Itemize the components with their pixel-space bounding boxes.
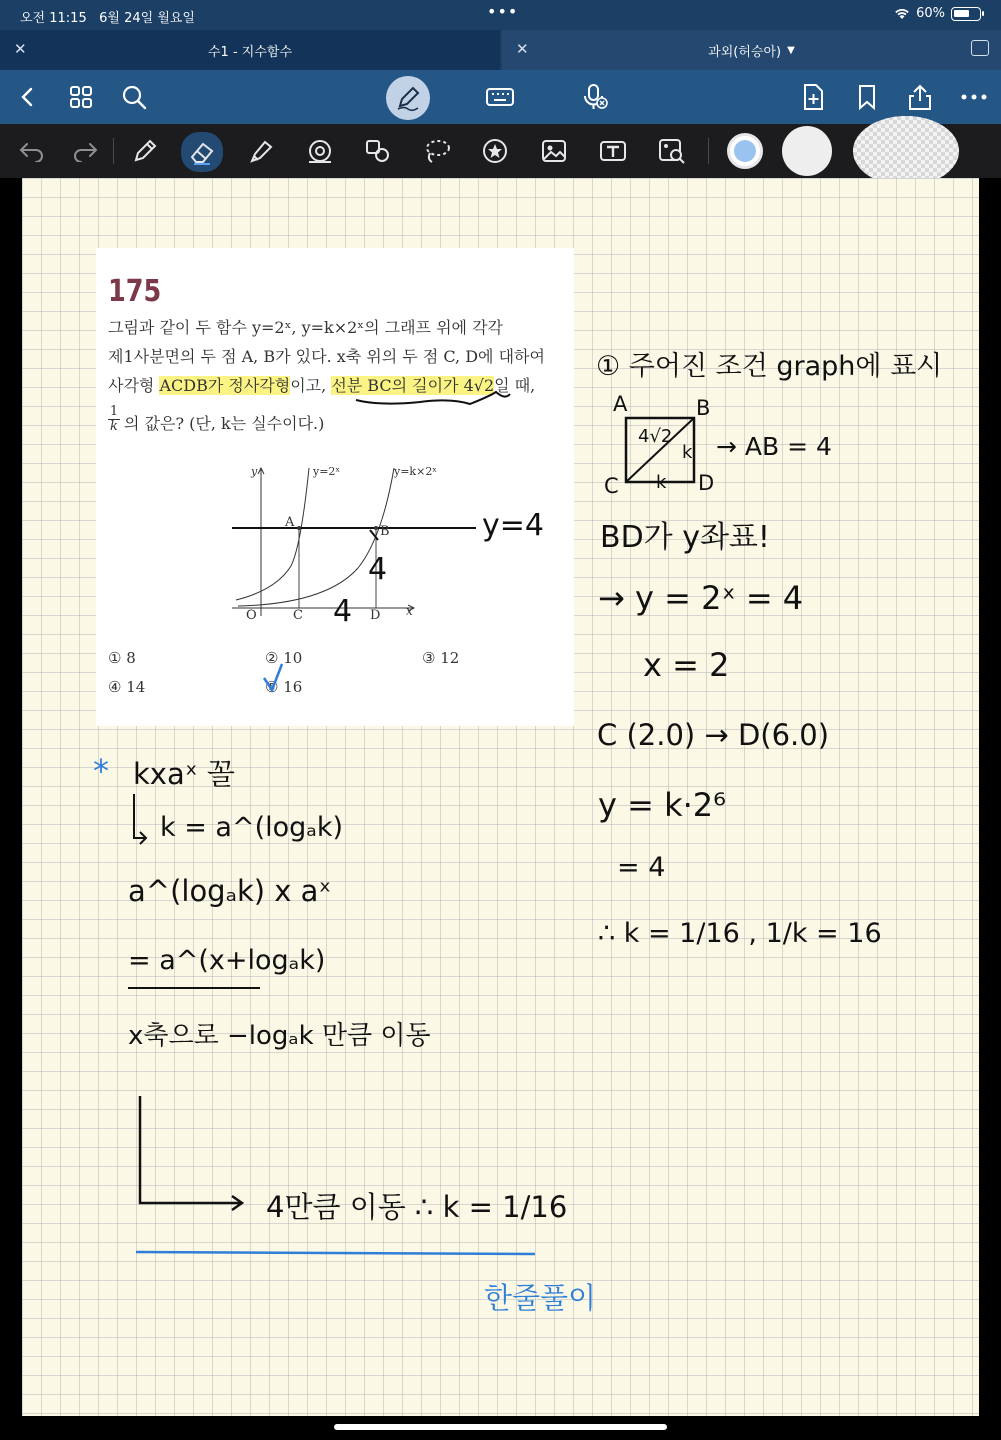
note-l7: 한줄풀이 — [484, 1281, 597, 1315]
multitask-dots[interactable]: ••• — [487, 2, 519, 21]
problem-number: 175 — [108, 274, 162, 309]
note-star: * — [93, 752, 109, 790]
problem-line-2: 제1사분면의 두 점 A, B가 있다. x축 위의 두 점 C, D에 대하여 — [108, 347, 545, 366]
arrow-bracket — [140, 1096, 242, 1210]
note-square-c: C — [604, 474, 619, 498]
graph-label-y: y — [251, 465, 258, 478]
graph-label-d: D — [370, 608, 381, 623]
battery-percent: 60% — [916, 6, 945, 21]
note-four-vertical: 4 — [368, 552, 388, 587]
graph-label-f2: y=k×2ˣ — [394, 465, 437, 478]
problem-line-1: 그림과 같이 두 함수 y=2ˣ, y=k×2ˣ의 그래프 위에 각각 — [108, 318, 503, 337]
note-y4: y=4 — [482, 508, 544, 543]
note-l6: 4만큼 이동 ∴ k = 1/16 — [266, 1190, 568, 1224]
note-four-horizontal: 4 — [333, 594, 353, 629]
choice-2[interactable]: ② 10 — [265, 649, 303, 667]
graph-label-b: B — [380, 524, 390, 539]
note-step1: ① 주어진 조건 graph에 표시 — [596, 351, 943, 382]
note-eq4: y = k·2⁶ — [598, 786, 726, 824]
graph-label-x: x — [406, 604, 413, 618]
chevron-down-icon[interactable]: ▼ — [787, 44, 795, 56]
note-square-d: D — [698, 471, 715, 495]
note-ab: → AB = 4 — [716, 432, 832, 461]
graph-label-f1: y=2ˣ — [313, 465, 341, 478]
home-indicator[interactable] — [334, 1424, 667, 1430]
status-time: 오전 11:15 6월 24일 월요일 — [20, 11, 195, 26]
note-eq2: x = 2 — [643, 646, 730, 684]
choice-3[interactable]: ③ 12 — [422, 649, 460, 667]
blue-rule — [136, 1252, 535, 1254]
note-eq1: → y = 2ˣ = 4 — [598, 579, 804, 617]
note-square-k1: k — [682, 442, 693, 463]
problem-line-4: 의 값은? (단, k는 실수이다.) — [124, 414, 325, 433]
underline-bc — [356, 392, 510, 404]
tab-active-label: 수1 - 지수함수 — [207, 44, 293, 60]
note-l3: a^(logₐk) x aˣ — [128, 874, 332, 908]
graph-label-a: A — [285, 515, 295, 530]
note-l5: x축으로 −logₐk 만큼 이동 — [128, 1021, 431, 1051]
highlight-bc: 선분 BC의 길이가 4√2 — [331, 376, 495, 395]
close-tab-icon[interactable]: ✕ — [516, 40, 529, 58]
close-tab-icon[interactable]: ✕ — [14, 40, 27, 58]
note-square-b: B — [696, 396, 711, 420]
choice-5[interactable]: ⑤ 16 — [265, 678, 303, 696]
note-l2: k = a^(logₐk) — [160, 812, 344, 843]
note-bd: BD가 y좌표! — [600, 520, 770, 555]
checkmark-icon — [264, 664, 282, 690]
graph-label-c: C — [293, 608, 303, 623]
note-eq3: C (2.0) → D(6.0) — [597, 718, 830, 752]
tab-inactive-label: 과외(허승아) — [708, 44, 782, 60]
status-date: 6월 24일 월요일 — [99, 11, 195, 26]
highlight-square: ACDB가 정사각형 — [159, 376, 291, 395]
note-eq6: ∴ k = 1/16 , 1/k = 16 — [598, 918, 882, 949]
note-square-a: A — [613, 392, 628, 416]
hook-arrow — [134, 794, 146, 844]
choice-1[interactable]: ① 8 — [108, 649, 136, 667]
note-eq5: = 4 — [617, 852, 666, 883]
note-l4: = a^(x+logₐk) — [128, 945, 326, 976]
fraction-1-over-k: 1 k — [109, 404, 119, 434]
graph-label-o: O — [246, 608, 257, 623]
note-square-k2: k — [656, 472, 667, 493]
problem-line-3: 사각형 ACDB가 정사각형이고, 선분 BC의 길이가 4√2일 때, — [108, 376, 536, 395]
choice-4[interactable]: ④ 14 — [108, 678, 146, 696]
note-l1: kxaˣ 꼴 — [133, 757, 235, 791]
note-square-diag: 4√2 — [638, 426, 673, 447]
